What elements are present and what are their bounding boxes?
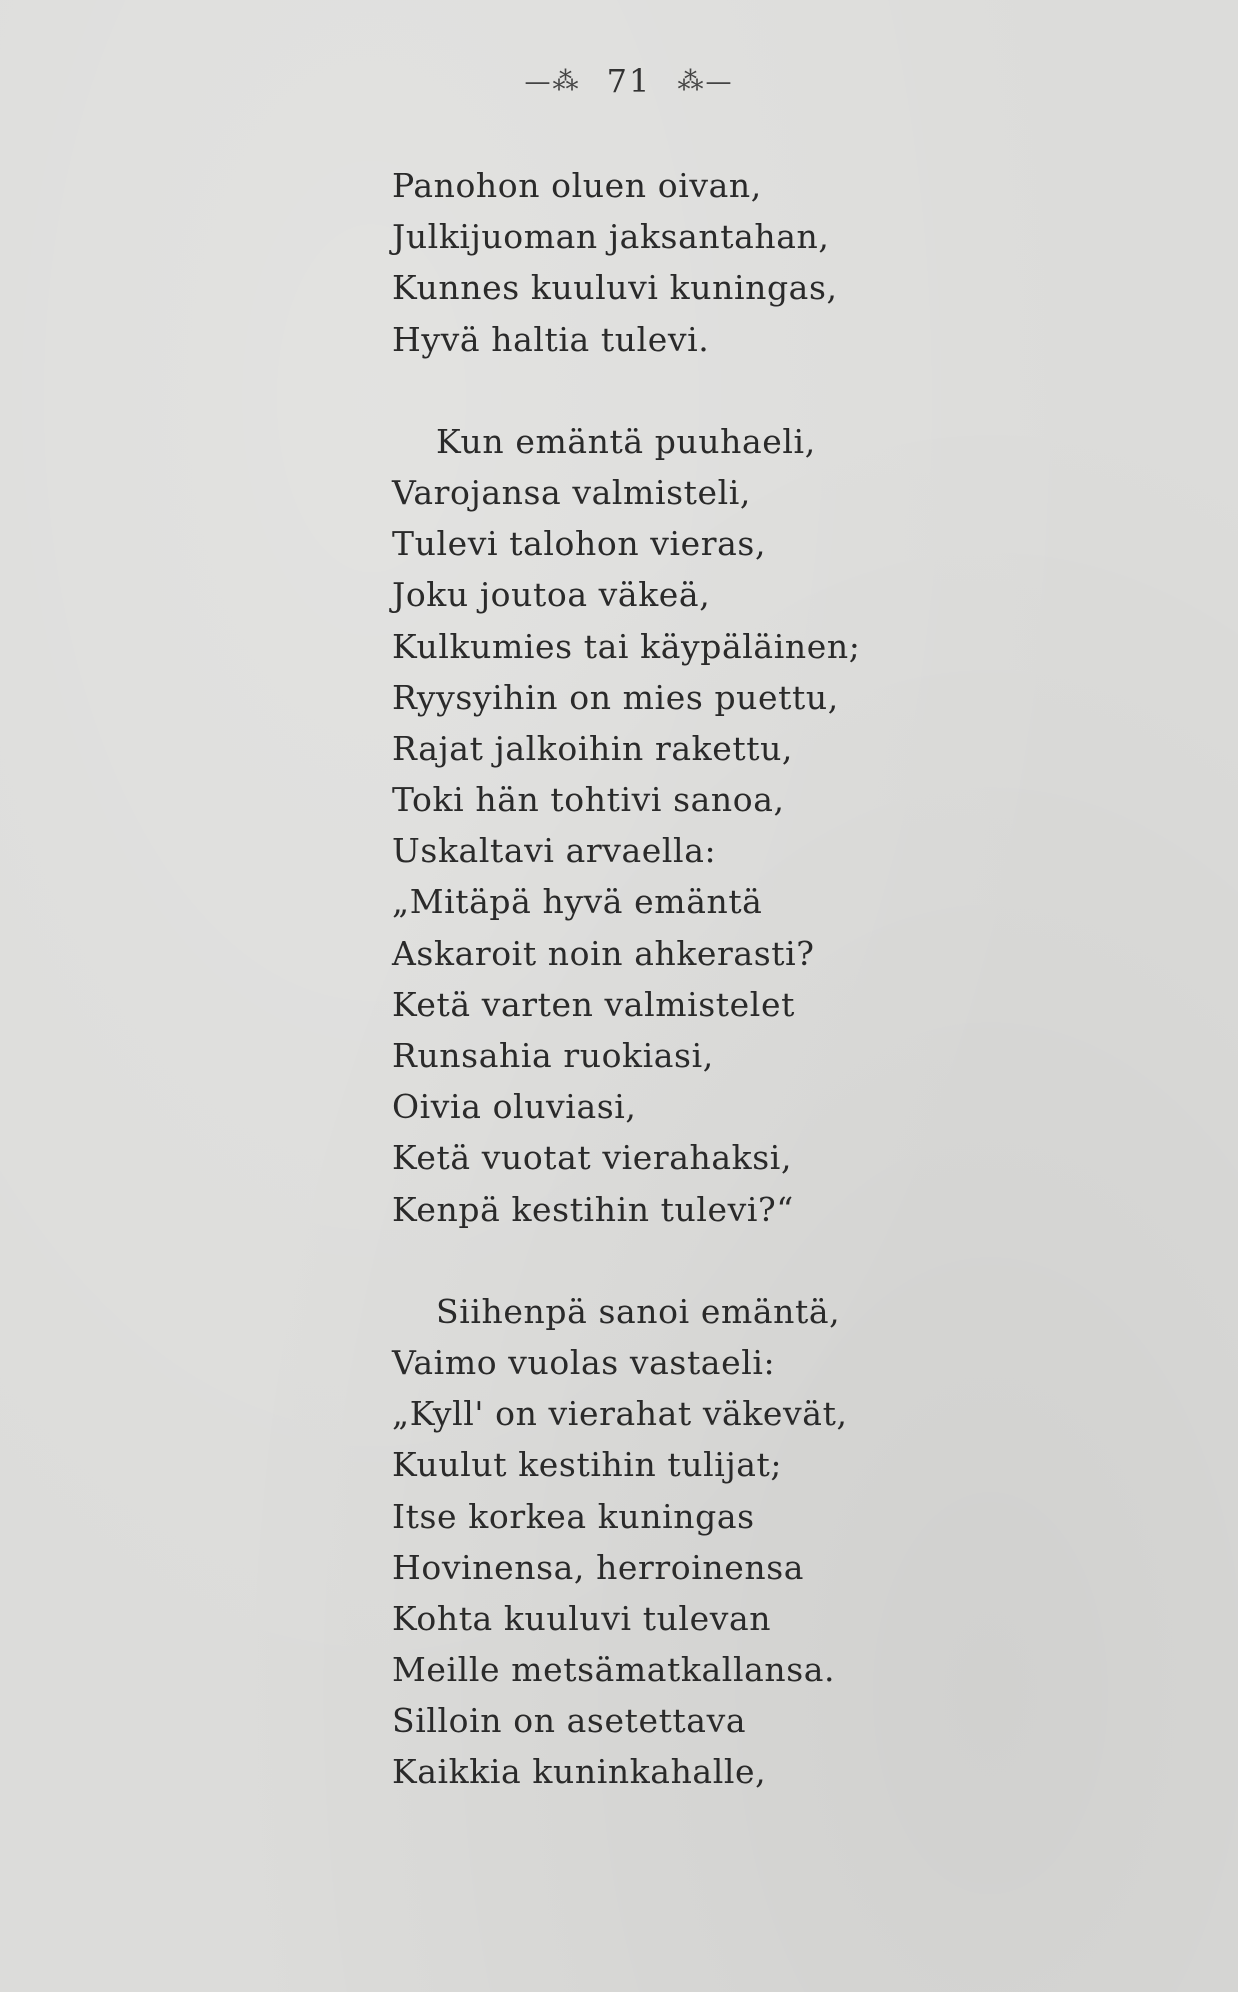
stanza-3: [392, 1286, 1112, 1798]
poem-line: Vaimo vuolas vastaeli:: [392, 1342, 776, 1382]
poem-line: Hovinensa, herroinensa: [392, 1547, 805, 1587]
poem-line: Oivia oluviasi,: [392, 1087, 637, 1127]
poem-line: Itse korkea kuningas: [392, 1496, 755, 1536]
poem-line: Kuulut kestihin tulijat;: [392, 1445, 783, 1485]
poem-line: Ketä varten valmistelet: [392, 984, 795, 1024]
poem-line: Kohta kuuluvi tulevan: [392, 1598, 772, 1638]
poem-line: „Kyll' on vierahat väkevät,: [392, 1394, 848, 1434]
poem-line: „Mitäpä hyvä emäntä: [392, 882, 763, 922]
poem-text: [392, 160, 1112, 1798]
poem-line: Joku joutoa väkeä,: [392, 575, 711, 615]
poem-line: Kunnes kuuluvi kuningas,: [392, 268, 838, 308]
poem-line: Rajat jalkoihin rakettu,: [392, 728, 794, 768]
poem-line: Askaroit noin ahkerasti?: [392, 933, 815, 973]
poem-line: Kenpä kestihin tulevi?“: [392, 1189, 794, 1229]
poem-line: Meille metsämatkallansa.: [392, 1650, 836, 1690]
stanza-1: [392, 160, 1112, 365]
page-number: 71: [606, 62, 652, 100]
poem-line: Uskaltavi arvaella:: [392, 831, 717, 871]
poem-line: Ketä vuotat vierahaksi,: [392, 1138, 793, 1178]
page-header: [0, 62, 1238, 100]
poem-line: Ryysyihin on mies puettu,: [392, 677, 839, 717]
poem-line: Kaikkia kuninkahalle,: [392, 1752, 767, 1792]
poem-line: Hyvä haltia tulevi.: [392, 319, 710, 359]
poem-line: Varojansa valmisteli,: [392, 472, 752, 512]
poem-line: Tulevi talohon vieras,: [392, 524, 767, 564]
poem-line: Silloin on asetettava: [392, 1701, 747, 1741]
poem-line: Panohon oluen oivan,: [392, 166, 762, 205]
poem-line: Kun emäntä puuhaeli,: [436, 421, 816, 461]
ornament-left: —⁂: [524, 67, 581, 97]
poem-line: Toki hän tohtivi sanoa,: [392, 780, 785, 820]
poem-line: Julkijuoman jaksantahan,: [392, 217, 830, 257]
poem-line: Kulkumies tai käypäläinen;: [392, 626, 861, 666]
poem-line: Siihenpä sanoi emäntä,: [436, 1291, 841, 1331]
stanza-2: [392, 416, 1112, 1235]
ornament-right: ⁂—: [677, 67, 734, 97]
poem-line: Runsahia ruokiasi,: [392, 1036, 714, 1075]
